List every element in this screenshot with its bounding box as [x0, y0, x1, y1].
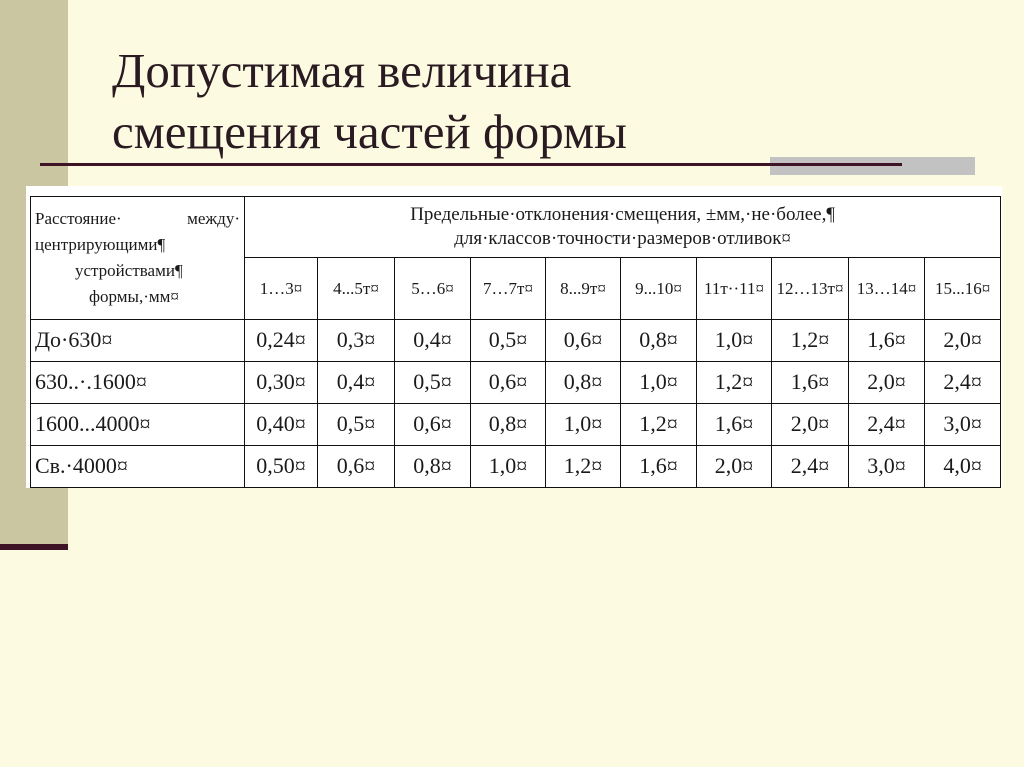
table-cell: 0,8¤ — [395, 445, 471, 487]
corner-line: формы,·мм¤ — [89, 286, 179, 306]
left-accent-line — [0, 544, 68, 550]
table-cell: 0,5¤ — [318, 403, 395, 445]
class-header: 7…7т¤ — [471, 258, 546, 319]
table-cell: 0,4¤ — [318, 361, 395, 403]
table-row — [31, 319, 1001, 361]
deviation-table — [30, 196, 1001, 488]
table-cell: 1,6¤ — [621, 445, 697, 487]
table-cell: 2,0¤ — [697, 445, 772, 487]
title-rule-accent — [770, 157, 975, 175]
corner-line: центрирующими¶ — [35, 234, 166, 254]
table-cell: 1,0¤ — [697, 319, 772, 361]
corner-line: устройствами¶ — [75, 260, 183, 280]
table-image — [26, 186, 1002, 488]
table-cell: 1,6¤ — [772, 361, 849, 403]
class-header: 13…14¤ — [849, 258, 925, 319]
table-row — [31, 361, 1001, 403]
table-row — [31, 445, 1001, 487]
table-cell: 0,5¤ — [471, 319, 546, 361]
row-label: 630..·.1600¤ — [31, 361, 245, 403]
table-cell: 0,3¤ — [318, 319, 395, 361]
class-header: 4...5т¤ — [318, 258, 395, 319]
table-cell: 1,6¤ — [849, 319, 925, 361]
table-cell: 3,0¤ — [925, 403, 1001, 445]
class-header: 11т··11¤ — [697, 258, 772, 319]
table-cell: 0,5¤ — [395, 361, 471, 403]
table-cell: 0,30¤ — [245, 361, 318, 403]
class-header: 15...16¤ — [925, 258, 1001, 319]
class-header: 5…6¤ — [395, 258, 471, 319]
class-header: 12…13т¤ — [772, 258, 849, 319]
table-cell: 1,0¤ — [471, 445, 546, 487]
table-cell: 2,4¤ — [849, 403, 925, 445]
table-cell: 2,4¤ — [925, 361, 1001, 403]
title-line-2: смещения частей формы — [112, 104, 627, 159]
table-cell: 1,2¤ — [546, 445, 621, 487]
table-cell: 0,8¤ — [471, 403, 546, 445]
table-cell: 0,24¤ — [245, 319, 318, 361]
table-row — [31, 403, 1001, 445]
row-label: Св.·4000¤ — [31, 445, 245, 487]
table-cell: 0,6¤ — [318, 445, 395, 487]
table-cell: 2,4¤ — [772, 445, 849, 487]
class-header: 9...10¤ — [621, 258, 697, 319]
table-cell: 1,2¤ — [697, 361, 772, 403]
table-cell: 1,0¤ — [621, 361, 697, 403]
table-cell: 1,6¤ — [697, 403, 772, 445]
class-header: 1…3¤ — [245, 258, 318, 319]
group-header — [245, 197, 1001, 258]
group-header-line-2: для·классов·точности·размеров·отливок¤ — [454, 228, 791, 250]
table-cell: 2,0¤ — [772, 403, 849, 445]
slide-title — [112, 40, 872, 162]
corner-header — [31, 197, 245, 320]
table-cell: 0,50¤ — [245, 445, 318, 487]
table-cell: 0,6¤ — [395, 403, 471, 445]
group-header-line-1: Предельные·отклонения·смещения, ±мм,·не·более,¶ — [410, 204, 835, 226]
class-header: 8...9т¤ — [546, 258, 621, 319]
table-cell: 0,6¤ — [546, 319, 621, 361]
table-cell: 2,0¤ — [925, 319, 1001, 361]
table-cell: 1,2¤ — [621, 403, 697, 445]
table-cell: 3,0¤ — [849, 445, 925, 487]
table-cell: 4,0¤ — [925, 445, 1001, 487]
table-cell: 1,2¤ — [772, 319, 849, 361]
table-cell: 0,8¤ — [621, 319, 697, 361]
table-cell: 2,0¤ — [849, 361, 925, 403]
table-cell: 0,40¤ — [245, 403, 318, 445]
title-rule — [40, 163, 902, 166]
table-cell: 0,8¤ — [546, 361, 621, 403]
corner-line: Расстояние· между· — [35, 208, 240, 228]
table-cell: 0,4¤ — [395, 319, 471, 361]
title-line-1: Допустимая величина — [112, 43, 572, 98]
table-cell: 1,0¤ — [546, 403, 621, 445]
table-cell: 0,6¤ — [471, 361, 546, 403]
row-label: До·630¤ — [31, 319, 245, 361]
row-label: 1600...4000¤ — [31, 403, 245, 445]
